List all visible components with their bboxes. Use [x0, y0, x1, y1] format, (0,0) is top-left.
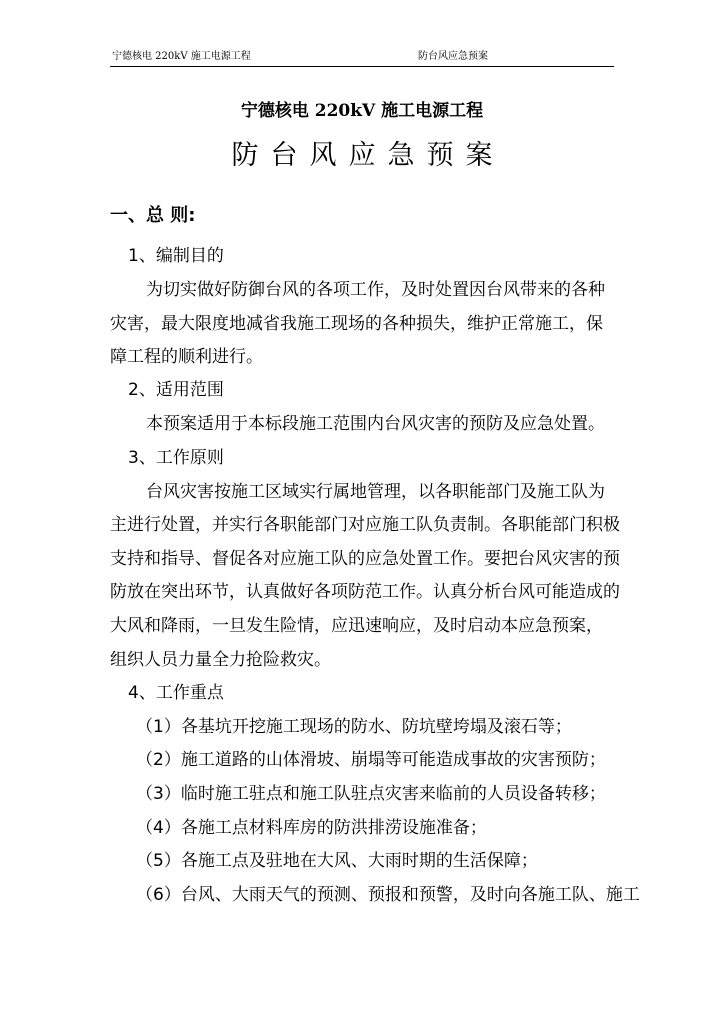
- list-item: （5）各施工点及驻地在大风、大雨时期的生活保障；: [136, 851, 538, 871]
- paragraph-line: 组织人员力量全力抢险救灾。: [110, 650, 331, 670]
- section-heading: 一、总 则:: [110, 205, 196, 226]
- list-item: （4）各施工点材料库房的防洪排涝设施准备；: [136, 818, 487, 838]
- paragraph-line: 大风和降雨，一旦发生险情，应迅速响应，及时启动本应急预案，: [110, 616, 603, 636]
- paragraph-line: 台风灾害按施工区域实行属地管理，以各职能部门及施工队为: [146, 482, 605, 502]
- paragraph-line: 主进行处置，并实行各职能部门对应施工队负责制。各职能部门积极: [110, 515, 620, 535]
- list-item: （2）施工道路的山体滑坡、崩塌等可能造成事故的灾害预防；: [136, 750, 606, 770]
- subsection-heading: 1、编制目的: [128, 246, 224, 266]
- list-item: （6）台风、大雨天气的预测、预报和预警，及时向各施工队、施工: [136, 885, 640, 905]
- page-header: [110, 50, 614, 67]
- paragraph-line: 防放在突出环节，认真做好各项防范工作。认真分析台风可能造成的: [110, 582, 620, 602]
- subsection-heading: 4、工作重点: [128, 683, 224, 703]
- header-project-name: 宁德核电 220kV 施工电源工程: [112, 51, 251, 62]
- list-item: （3）临时施工驻点和施工队驻点灾害来临前的人员设备转移；: [136, 784, 606, 804]
- paragraph-line: 本预案适用于本标段施工范围内台风灾害的预防及应急处置。: [146, 414, 605, 434]
- paragraph-line: 灾害，最大限度地减省我施工现场的各种损失，维护正常施工，保: [110, 314, 603, 334]
- subsection-heading: 3、工作原则: [128, 448, 224, 468]
- document-title: 防台风应急预案: [231, 140, 505, 171]
- paragraph-line: 为切实做好防御台风的各项工作，及时处置因台风带来的各种: [146, 280, 605, 300]
- paragraph-line: 支持和指导、督促各对应施工队的应急处置工作。要把台风灾害的预: [110, 549, 620, 569]
- list-item: （1）各基坑开挖施工现场的防水、防坑壁垮塌及滚石等；: [136, 717, 572, 737]
- paragraph-line: 障工程的顺利进行。: [110, 347, 263, 367]
- subsection-heading: 2、适用范围: [128, 380, 224, 400]
- document-subtitle: 宁德核电 220kV 施工电源工程: [240, 101, 484, 121]
- header-document-name: 防台风应急预案: [418, 51, 488, 62]
